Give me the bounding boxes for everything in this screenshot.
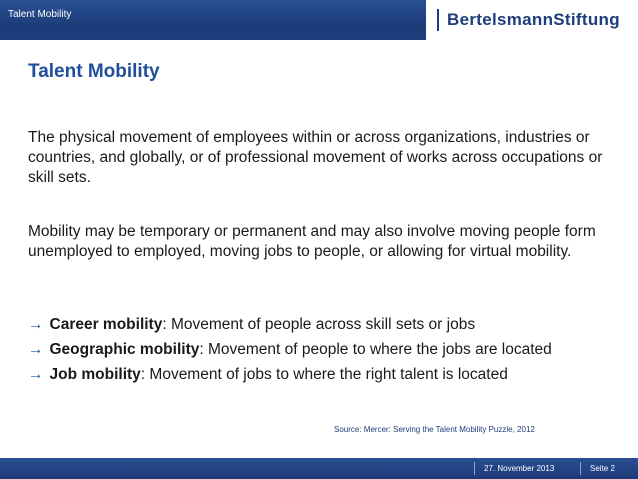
footer-date: 27. November 2013: [484, 464, 555, 473]
logo-box: [426, 0, 638, 40]
bullet-description: : Movement of people across skill sets or jobs: [162, 316, 476, 333]
arrow-right-icon: →: [28, 316, 44, 333]
footer-divider: [580, 462, 581, 475]
mobility-bullet-list: [28, 315, 552, 390]
arrow-right-icon: →: [28, 341, 44, 358]
arrow-right-icon: →: [28, 366, 44, 383]
definition-paragraph: The physical movement of employees within or across organizations, industries or countries, and globally, or of professional movement of works across occupations or skill sets.: [28, 129, 603, 186]
source-citation: Source: Mercer: Serving the Talent Mobility Puzzle, 2012: [334, 425, 535, 434]
slide-title: Talent Mobility: [28, 61, 160, 82]
bertelsmann-stiftung-logo: BertelsmannStiftung: [447, 10, 620, 29]
bullet-description: : Movement of jobs to where the right talent is located: [140, 366, 508, 383]
bullet-term: Career mobility: [49, 316, 163, 333]
mobility-types-paragraph: Mobility may be temporary or permanent and may also involve moving people form unemployed to employed, moving jobs to people, or allowing for virtual mobility.: [28, 223, 596, 260]
bullet-job-mobility: [28, 365, 552, 390]
footer-divider: [474, 462, 475, 475]
bullet-career-mobility: [28, 315, 552, 340]
bullet-geographic-mobility: [28, 340, 552, 365]
logo-separator: [437, 9, 439, 31]
bullet-term: Job mobility: [49, 366, 141, 383]
bullet-description: : Movement of people to where the jobs are located: [199, 341, 552, 358]
footer-page-number: Seite 2: [590, 464, 615, 473]
bullet-term: Geographic mobility: [49, 341, 200, 358]
header-section-label: Talent Mobility: [0, 0, 434, 29]
